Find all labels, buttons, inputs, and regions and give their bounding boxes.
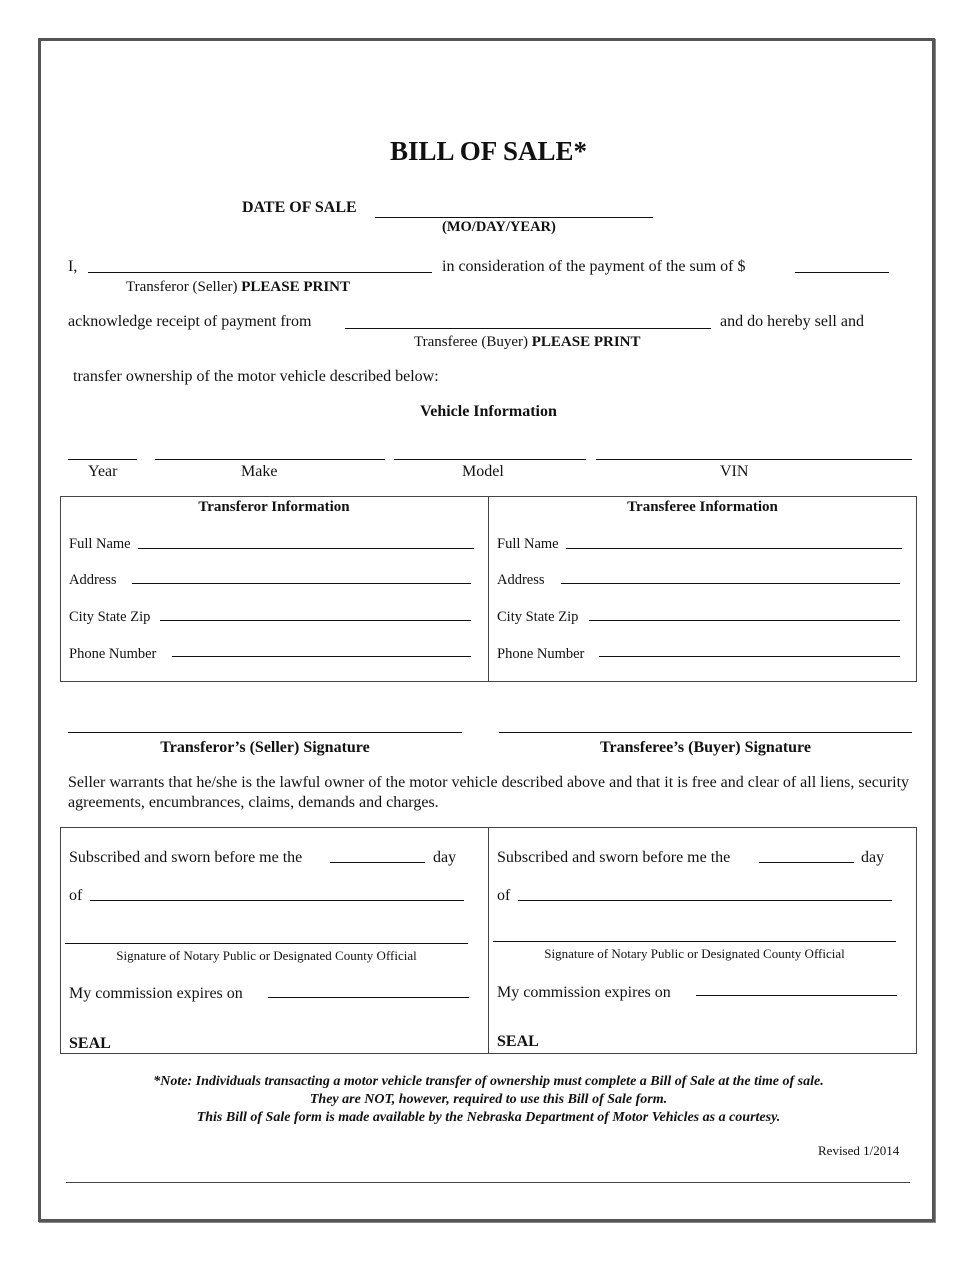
notary-right-day-field[interactable] — [759, 862, 854, 863]
notary-right-day-label: day — [861, 849, 885, 866]
seller-signature-label: Transferor’s (Seller) Signature — [160, 739, 370, 756]
notary-right-of-label: of — [497, 887, 511, 904]
notary-left-signature-field[interactable] — [65, 943, 468, 944]
model-label: Model — [462, 463, 504, 480]
vehicle-info-heading: Vehicle Information — [420, 403, 557, 420]
transferor-heading: Transferor Information — [198, 499, 350, 515]
transferee-city-field[interactable] — [589, 620, 900, 621]
notary-left-official-label: Signature of Notary Public or Designated County Official — [116, 948, 417, 963]
footer-note-3: This Bill of Sale form is made available by the Nebraska Department of Motor Vehicles as a courtesy. — [196, 1110, 781, 1125]
model-field[interactable] — [394, 459, 586, 460]
notary-right-seal: SEAL — [497, 1033, 539, 1050]
sale-amount-field[interactable] — [795, 272, 889, 273]
line1-suffix: in consideration of the payment of the sum of $ — [442, 258, 746, 275]
date-of-sale-field[interactable] — [375, 217, 653, 218]
buyer-signature-field[interactable] — [499, 732, 912, 733]
year-label: Year — [88, 463, 118, 480]
make-label: Make — [241, 463, 278, 480]
line1-prefix: I, — [68, 258, 78, 275]
transferor-full-name-field[interactable] — [138, 548, 474, 549]
vin-label: VIN — [720, 463, 749, 480]
transferee-full-name-label: Full Name — [497, 536, 559, 552]
transferor-full-name-label: Full Name — [69, 536, 131, 552]
notary-left-sworn-label: Subscribed and sworn before me the — [69, 849, 303, 866]
vin-field[interactable] — [596, 459, 912, 460]
notary-left-seal: SEAL — [69, 1035, 111, 1052]
footer-rule — [66, 1182, 910, 1183]
transferee-phone-field[interactable] — [599, 656, 900, 657]
notary-left-day-field[interactable] — [330, 862, 425, 863]
notary-right-official-label: Signature of Notary Public or Designated County Official — [544, 946, 845, 961]
notary-right-signature-field[interactable] — [493, 941, 896, 942]
transferor-phone-label: Phone Number — [69, 646, 157, 662]
revised-date: Revised 1/2014 — [818, 1143, 900, 1158]
transferor-phone-field[interactable] — [172, 656, 471, 657]
date-format-hint: (MO/DAY/YEAR) — [442, 219, 556, 235]
transferee-full-name-field[interactable] — [566, 548, 902, 549]
transferee-city-label: City State Zip — [497, 609, 579, 625]
transferor-city-label: City State Zip — [69, 609, 151, 625]
date-of-sale-label: DATE OF SALE — [242, 199, 357, 216]
notary-right-commission-field[interactable] — [696, 995, 897, 996]
transferee-address-field[interactable] — [561, 583, 900, 584]
notary-left-commission-field[interactable] — [268, 997, 469, 998]
transferee-phone-label: Phone Number — [497, 646, 585, 662]
make-field[interactable] — [155, 459, 385, 460]
form-title: BILL OF SALE* — [389, 136, 588, 166]
notary-left-day-label: day — [433, 849, 457, 866]
buyer-name-field[interactable] — [345, 328, 711, 329]
line2-prefix: acknowledge receipt of payment from — [68, 313, 312, 330]
transferee-address-label: Address — [497, 572, 545, 588]
buyer-signature-label: Transferee’s (Buyer) Signature — [600, 739, 811, 756]
notary-right-of-field[interactable] — [518, 900, 892, 901]
year-field[interactable] — [68, 459, 137, 460]
notary-left-of-label: of — [69, 887, 83, 904]
warranty-text: Seller warrants that he/she is the lawful owner of the motor vehicle described above and that it is free and clear of all liens, security agreements, encumbrances, claims, demands and charges. — [68, 774, 910, 811]
notary-right-sworn-label: Subscribed and sworn before me the — [497, 849, 731, 866]
notary-right-commission-label: My commission expires on — [497, 984, 671, 1001]
transferor-address-field[interactable] — [132, 583, 471, 584]
footer-note-2: They are NOT, however, required to use this Bill of Sale form. — [309, 1092, 668, 1107]
seller-name-field[interactable] — [88, 272, 432, 273]
transferee-heading: Transferee Information — [627, 499, 778, 515]
parties-divider — [488, 496, 489, 682]
transferor-city-field[interactable] — [160, 620, 471, 621]
notary-left-commission-label: My commission expires on — [69, 985, 243, 1002]
line3-text: transfer ownership of the motor vehicle described below: — [73, 368, 439, 385]
notary-divider — [488, 827, 489, 1054]
transferor-caption: Transferor (Seller) PLEASE PRINT — [126, 279, 351, 295]
transferee-caption: Transferee (Buyer) PLEASE PRINT — [414, 334, 641, 350]
footer-note-1: *Note: Individuals transacting a motor vehicle transfer of ownership must complete a Bill of Sale at the time of sale. — [153, 1074, 824, 1089]
seller-signature-field[interactable] — [68, 732, 462, 733]
notary-left-of-field[interactable] — [90, 900, 464, 901]
transferor-address-label: Address — [69, 572, 117, 588]
line2-suffix: and do hereby sell and — [720, 313, 864, 330]
